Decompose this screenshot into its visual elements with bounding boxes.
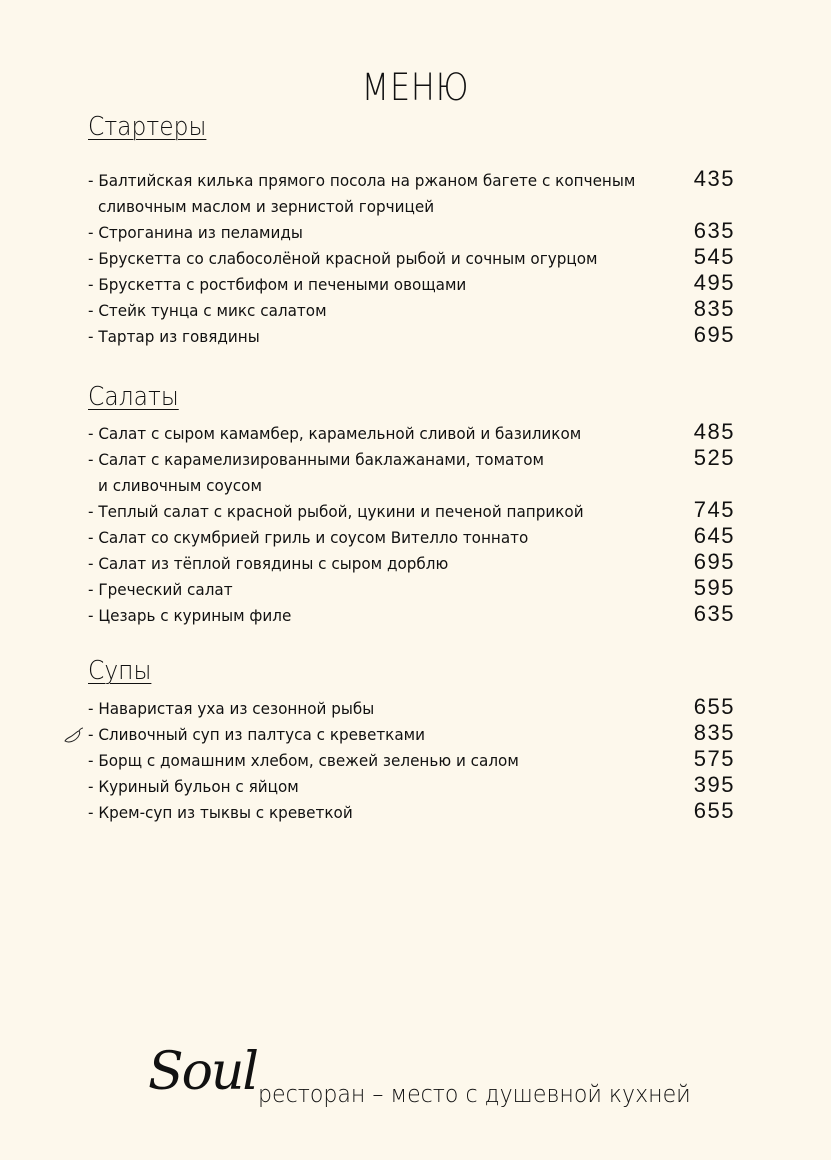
item-price: 435 <box>693 166 735 191</box>
item-price: 835 <box>693 720 735 745</box>
item-name: - Салат с карамелизированными баклажанами, томатом <box>88 450 544 469</box>
item-price: 575 <box>693 746 735 771</box>
item-price: 645 <box>693 523 735 548</box>
tagline: ресторан – место с душевной кухней <box>258 1080 691 1108</box>
menu-item <box>88 419 738 450</box>
section-title-soups: Супы <box>88 656 152 686</box>
item-price: 485 <box>693 419 735 444</box>
section-title-salads: Салаты <box>88 382 179 412</box>
item-name-continuation: сливочным маслом и зернистой горчицей <box>98 197 435 216</box>
menu-item <box>88 218 738 249</box>
item-price: 655 <box>693 798 735 823</box>
menu-item <box>88 445 738 495</box>
item-name: - Крем-суп из тыквы с креветкой <box>88 803 353 822</box>
item-name: - Теплый салат с красной рыбой, цукини и печеной паприкой <box>88 502 584 521</box>
item-name: - Строганина из пеламиды <box>88 223 303 242</box>
item-price: 745 <box>693 497 735 522</box>
item-name: - Цезарь с куриным филе <box>88 606 292 625</box>
item-price: 835 <box>693 296 735 321</box>
item-price: 655 <box>693 694 735 719</box>
menu-item <box>88 575 738 606</box>
item-name: - Куриный бульон с яйцом <box>88 777 299 796</box>
menu-item <box>88 601 738 632</box>
item-price: 695 <box>693 322 735 347</box>
item-price: 635 <box>693 601 735 626</box>
item-name: - Балтийская килька прямого посола на ржаном багете с копченым <box>88 171 636 190</box>
menu-item <box>88 720 738 751</box>
menu-item <box>88 244 738 275</box>
menu-item <box>88 270 738 301</box>
item-price: 495 <box>693 270 735 295</box>
menu-item <box>88 166 738 216</box>
footer <box>148 1042 748 1122</box>
page-title: МЕНЮ <box>361 66 470 109</box>
item-name: - Брускетта со слабосолёной красной рыбой и сочным огурцом <box>88 249 598 268</box>
menu-item <box>88 549 738 580</box>
menu-item <box>88 322 738 353</box>
item-price: 595 <box>693 575 735 600</box>
menu-item <box>88 746 738 777</box>
item-name: - Салат со скумбрией гриль и соусом Вителло тоннато <box>88 528 529 547</box>
item-name: - Борщ с домашним хлебом, свежей зеленью и салом <box>88 751 519 770</box>
item-name: - Салат из тёплой говядины с сыром дорблю <box>88 554 449 573</box>
item-name: - Сливочный суп из палтуса с креветками <box>88 725 426 744</box>
brand-logo: Soul <box>148 1042 258 1102</box>
menu-item <box>88 523 738 554</box>
item-name: - Греческий салат <box>88 580 233 599</box>
section-title-starters: Стартеры <box>88 112 207 142</box>
item-name: - Стейк тунца с микс салатом <box>88 301 327 320</box>
item-name: - Салат с сыром камамбер, карамельной сливой и базиликом <box>88 424 582 443</box>
item-name: - Брускетта с ростбифом и печеными овощами <box>88 275 467 294</box>
menu-item <box>88 296 738 327</box>
menu-item <box>88 772 738 803</box>
item-price: 635 <box>693 218 735 243</box>
item-name: - Наваристая уха из сезонной рыбы <box>88 699 375 718</box>
item-price: 545 <box>693 244 735 269</box>
chili-pepper-icon <box>62 727 84 745</box>
menu-item <box>88 694 738 725</box>
item-price: 525 <box>693 445 735 470</box>
item-name: - Тартар из говядины <box>88 327 260 346</box>
menu-item <box>88 798 738 829</box>
item-price: 695 <box>693 549 735 574</box>
item-price: 395 <box>693 772 735 797</box>
item-name-continuation: и сливочным соусом <box>98 476 262 495</box>
menu-item <box>88 497 738 528</box>
